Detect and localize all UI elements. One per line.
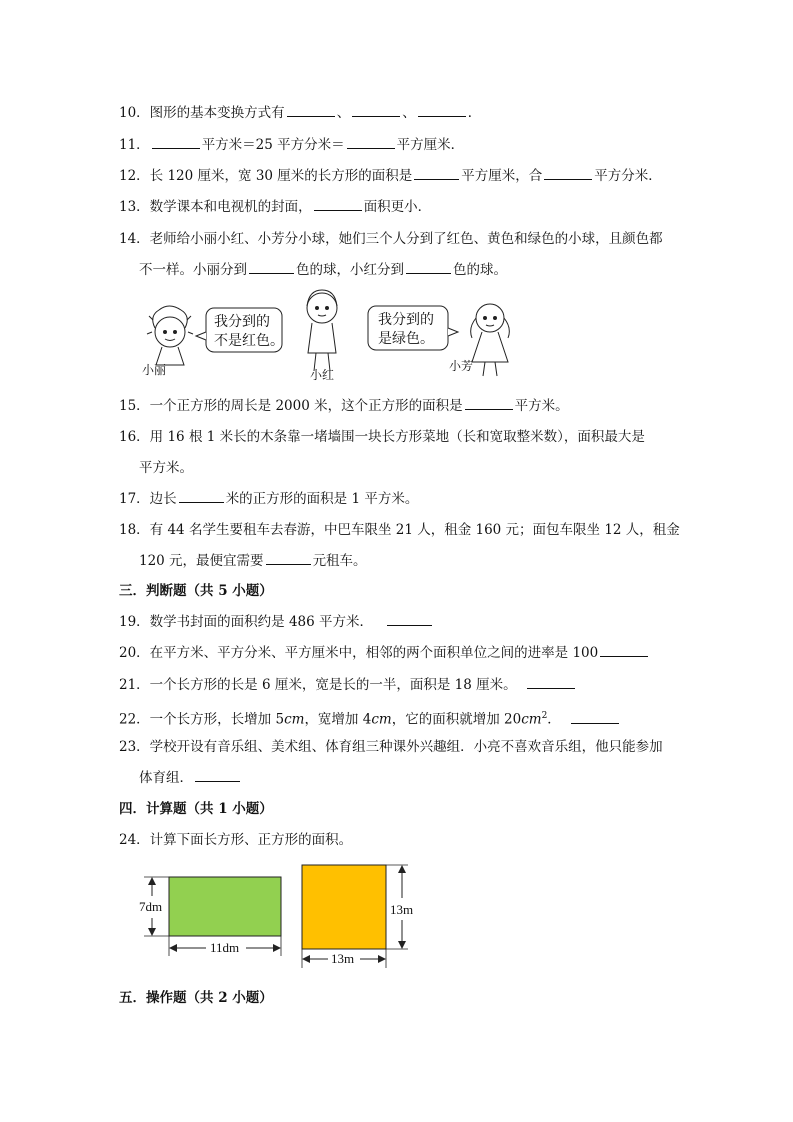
answer-blank[interactable]: [527, 676, 575, 689]
answer-blank[interactable]: [406, 261, 451, 274]
question-22: 22．一个长方形，长增加 5cm，宽增加 4cm，它的面积就增加 $20cm^2$．: [119, 707, 621, 729]
answer-blank[interactable]: [179, 490, 224, 503]
question-23-line1: 23．学校开设有音乐组、美术组、体育组三种课外兴趣组．小亮不喜欢音乐组，他只能参加: [119, 739, 663, 755]
answer-blank[interactable]: [414, 167, 459, 180]
question-24: 24．计算下面长方形、正方形的面积。: [119, 832, 353, 848]
question-16-line1: 16．用 16 根 1 米长的木条靠一堵墙围一块长方形菜地（长和宽取整米数），面积最大是: [119, 429, 645, 445]
answer-blank[interactable]: [152, 136, 200, 149]
answer-blank[interactable]: [266, 552, 311, 565]
answer-blank[interactable]: [600, 644, 648, 657]
bubble-left-line1: 我分到的: [214, 314, 270, 330]
question-11: 11． 平方米＝25 平方分米＝ 平方厘米．: [119, 137, 465, 153]
girl-xiaofang-figure: [471, 304, 510, 376]
square-width-label: 13m: [331, 951, 355, 966]
answer-blank[interactable]: [571, 711, 619, 724]
girl-xiaoli-figure: [147, 306, 193, 365]
bubble-right-line1: 我分到的: [378, 312, 434, 328]
question-18-line2: 120 元，最便宜需要 元租车。: [139, 553, 367, 569]
answer-blank[interactable]: [314, 198, 362, 211]
question-17: 17．边长 米的正方形的面积是 1 平方米。: [119, 491, 419, 507]
answer-blank[interactable]: [249, 261, 294, 274]
question-16-line2: 平方米。: [139, 460, 193, 476]
green-rectangle: [169, 877, 281, 936]
bubble-right-line2: 是绿色。: [378, 331, 434, 347]
answer-blank[interactable]: [465, 397, 513, 410]
yellow-square: [302, 865, 386, 949]
girl-xiaohong-figure: [307, 290, 337, 371]
rect-height-label: 7dm: [139, 899, 163, 914]
question-12: 12．长 120 厘米，宽 30 厘米的长方形的面积是 平方厘米，合 平方分米．: [119, 168, 662, 184]
question-18-line1: 18．有 44 名学生要租车去春游，中巴车限坐 21 人，租金 160 元；面包车限坐 12 人，租金: [119, 522, 680, 538]
question-14-line1: 14．老师给小丽小红、小芳分小球，她们三个人分到了红色、黄色和绿色的小球，且颜色都: [119, 231, 663, 247]
name-xiaoli: 小丽: [142, 363, 167, 377]
answer-blank[interactable]: [544, 167, 592, 180]
section-5-heading: 五．操作题（共 2 小题）: [119, 990, 273, 1006]
answer-blank[interactable]: [347, 136, 395, 149]
question-21: 21．一个长方形的长是 6 厘米，宽是长的一半，面积是 18 厘米。: [119, 676, 577, 694]
section-3-heading: 三．判断题（共 5 小题）: [119, 583, 273, 599]
name-xiaofang: 小芳: [449, 359, 474, 373]
rect-width-label: 11dm: [210, 940, 240, 955]
answer-blank[interactable]: [418, 104, 466, 117]
bubble-left-line2: 不是红色。: [214, 333, 284, 349]
name-xiaohong: 小红: [310, 368, 335, 382]
question-10: 10．图形的基本变换方式有 、 、 ．: [119, 105, 482, 121]
question-15: 15．一个正方形的周长是 2000 米，这个正方形的面积是 平方米。: [119, 398, 569, 414]
question-20: 20．在平方米、平方分米、平方厘米中，相邻的两个面积单位之间的进率是 100: [119, 644, 650, 662]
answer-blank[interactable]: [195, 769, 240, 782]
square-height-label: 13m: [390, 902, 414, 917]
area-figures: [132, 860, 422, 970]
answer-blank[interactable]: [352, 104, 400, 117]
answer-blank[interactable]: [287, 104, 335, 117]
section-4-heading: 四．计算题（共 1 小题）: [119, 801, 273, 817]
question-23-line2: 体育组．: [139, 769, 242, 787]
question-19: 19．数学书封面的面积约是 486 平方米．: [119, 613, 434, 631]
three-girls-illustration: [140, 288, 522, 384]
question-14-line2: 不一样。小丽分到 色的球，小红分到 色的球。: [139, 262, 507, 278]
question-13: 13．数学课本和电视机的封面， 面积更小．: [119, 199, 432, 215]
answer-blank[interactable]: [387, 613, 432, 626]
